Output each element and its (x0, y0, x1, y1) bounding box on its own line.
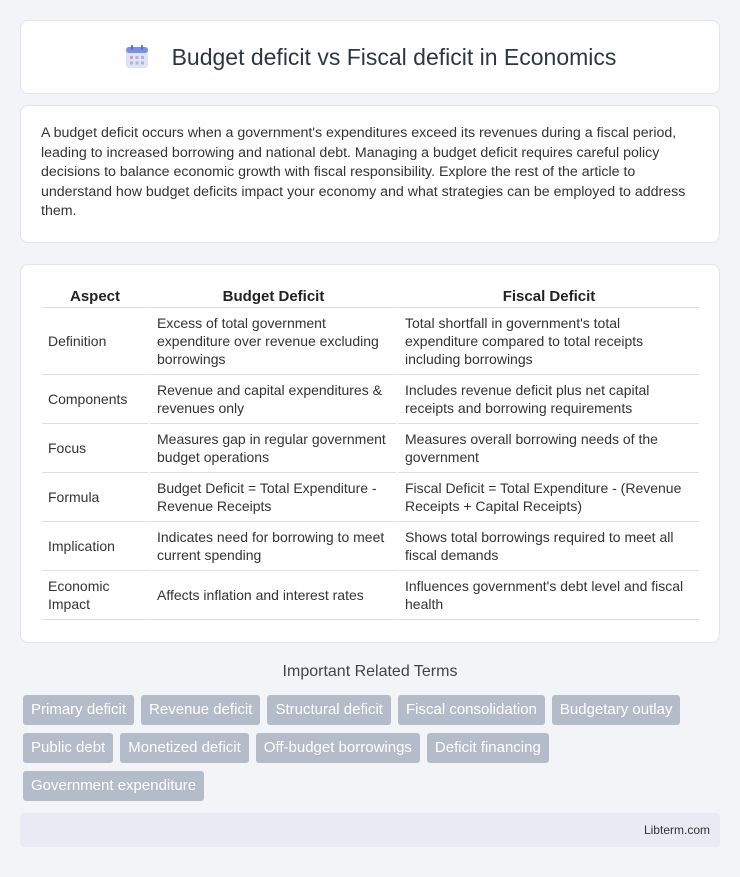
tag-budgetary-outlay[interactable]: Budgetary outlay (552, 695, 681, 725)
tag-revenue-deficit[interactable]: Revenue deficit (141, 695, 260, 725)
row-fiscal-deficit: Fiscal Deficit = Total Expenditure - (Revenue Receipts + Capital Receipts) (396, 473, 699, 522)
row-budget-deficit: Measures gap in regular government budget operations (148, 424, 396, 473)
table-row (42, 424, 699, 473)
footer (20, 813, 720, 847)
table-row (42, 473, 699, 522)
comparison-table (42, 285, 699, 620)
tag-deficit-financing[interactable]: Deficit financing (427, 733, 549, 763)
row-fiscal-deficit: Shows total borrowings required to meet all fiscal demands (396, 522, 699, 571)
row-budget-deficit: Excess of total government expenditure over revenue excluding borrowings (148, 308, 396, 375)
row-fiscal-deficit: Measures overall borrowing needs of the government (396, 424, 699, 473)
row-aspect: Implication (42, 522, 148, 571)
header-aspect: Aspect (42, 285, 148, 308)
header-budget-deficit: Budget Deficit (148, 285, 396, 308)
comparison-card (20, 264, 720, 643)
row-fiscal-deficit: Influences government's debt level and fiscal health (396, 571, 699, 620)
table-row (42, 308, 699, 375)
calendar-icon (124, 44, 150, 70)
row-aspect: Economic Impact (42, 571, 148, 620)
tag-structural-deficit[interactable]: Structural deficit (267, 695, 391, 725)
tag-primary-deficit[interactable]: Primary deficit (23, 695, 134, 725)
tag-fiscal-consolidation[interactable]: Fiscal consolidation (398, 695, 545, 725)
tag-government-expenditure[interactable]: Government expenditure (23, 771, 204, 801)
table-row (42, 522, 699, 571)
row-fiscal-deficit: Includes revenue deficit plus net capital receipts and borrowing requirements (396, 375, 699, 424)
row-aspect: Components (42, 375, 148, 424)
related-terms-title: Important Related Terms (282, 663, 458, 680)
row-budget-deficit: Budget Deficit = Total Expenditure - Revenue Receipts (148, 473, 396, 522)
row-aspect: Formula (42, 473, 148, 522)
row-budget-deficit: Indicates need for borrowing to meet current spending (148, 522, 396, 571)
tag-monetized-deficit[interactable]: Monetized deficit (120, 733, 249, 763)
header-fiscal-deficit: Fiscal Deficit (396, 285, 699, 308)
row-aspect: Focus (42, 424, 148, 473)
table-row (42, 375, 699, 424)
row-budget-deficit: Affects inflation and interest rates (148, 571, 396, 620)
footer-site-link[interactable]: Libterm.com (643, 823, 710, 837)
related-terms-list (23, 695, 723, 801)
row-budget-deficit: Revenue and capital expenditures & revenues only (148, 375, 396, 424)
tag-off-budget-borrowings[interactable]: Off-budget borrowings (256, 733, 420, 763)
intro-card (20, 105, 720, 243)
tag-public-debt[interactable]: Public debt (23, 733, 113, 763)
page-title: Budget deficit vs Fiscal deficit in Economics (171, 43, 617, 70)
header-card (20, 20, 720, 94)
row-fiscal-deficit: Total shortfall in government's total expenditure compared to total receipts including borrowings (396, 308, 699, 375)
intro-paragraph: A budget deficit occurs when a government's expenditures exceed its revenues during a fiscal period, leading to increased borrowing and national debt. Managing a budget deficit requires careful policy decisions to balance economic growth with fiscal responsibility. Explore the rest of the article to understand how budget deficits impact your economy and what strategies can be employed to address them. (41, 125, 686, 219)
table-header-row (42, 285, 699, 308)
row-aspect: Definition (42, 308, 148, 375)
table-row (42, 571, 699, 620)
